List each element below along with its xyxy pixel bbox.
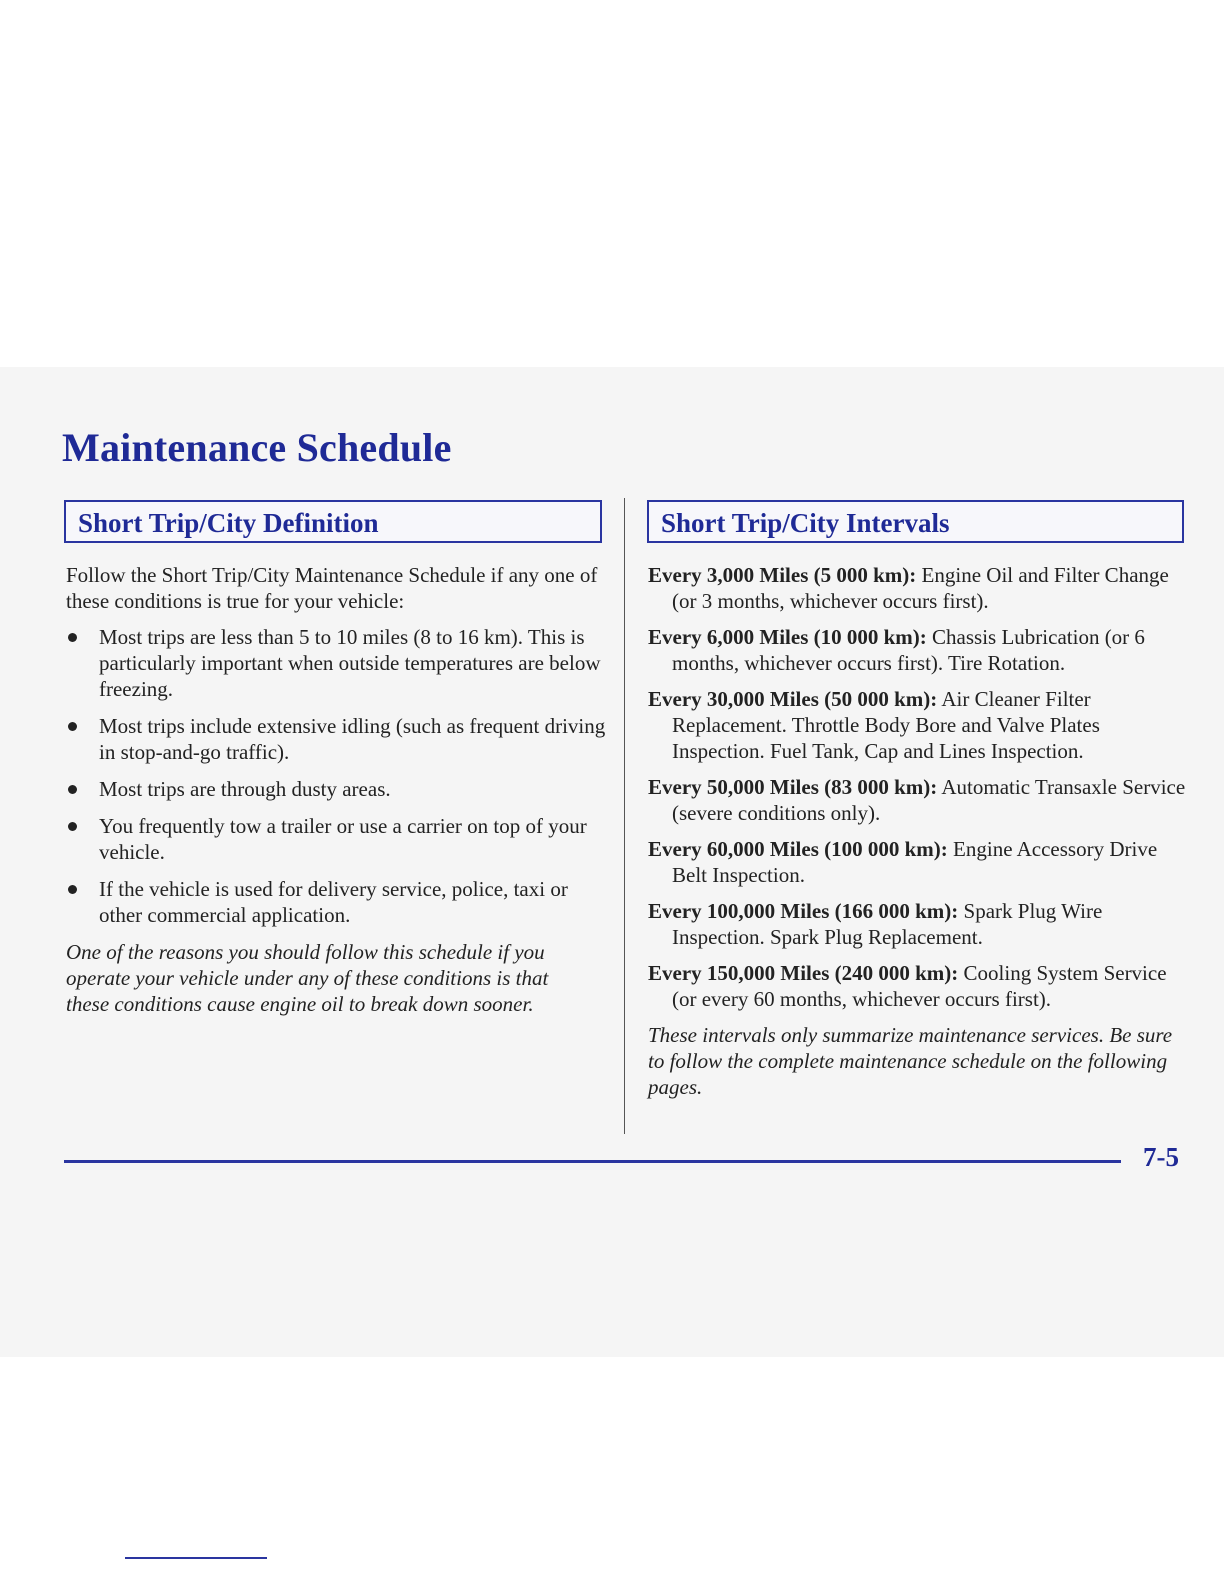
condition-item [66, 813, 606, 865]
condition-item [66, 713, 606, 765]
condition-text: Most trips are through dusty areas. [99, 777, 391, 801]
condition-item [66, 624, 606, 702]
bullet-icon [68, 885, 77, 894]
intervals-heading-box [647, 500, 1184, 543]
definition-intro: Follow the Short Trip/City Maintenance Schedule if any one of these conditions is true for your vehicle: [66, 563, 598, 613]
intervals-heading: Short Trip/City Intervals [661, 508, 950, 538]
page-title: Maintenance Schedule [62, 425, 452, 470]
interval-text: Cooling System Service (or every 60 months, whichever occurs first). [672, 961, 1167, 1011]
intervals-summary-note: These intervals only summarize maintenance services. Be sure to follow the complete maintenance schedule on the following pages. [648, 1023, 1173, 1099]
condition-item [66, 876, 606, 928]
interval-text: Air Cleaner Filter Replacement. Throttle Body Bore and Valve Plates Inspection. Fuel Tank, Cap and Lines Inspection. [672, 687, 1100, 763]
definition-column [66, 562, 606, 1017]
condition-text: Most trips are less than 5 to 10 miles (8 to 16 km). This is particularly important when outside temperatures are below freezing. [99, 625, 601, 701]
interval-label: Every 30,000 Miles (50 000 km): [648, 687, 938, 711]
interval-label: Every 6,000 Miles (10 000 km): [648, 625, 927, 649]
definition-heading-box [64, 500, 602, 543]
condition-text: Most trips include extensive idling (such as frequent driving in stop-and-go traffic). [99, 714, 606, 764]
condition-text: If the vehicle is used for delivery service, police, taxi or other commercial application. [99, 877, 568, 927]
definition-heading: Short Trip/City Definition [78, 508, 379, 538]
interval-label: Every 100,000 Miles (166 000 km): [648, 899, 959, 923]
conditions-list [66, 624, 606, 928]
interval-label: Every 60,000 Miles (100 000 km): [648, 837, 948, 861]
definition-note: One of the reasons you should follow this schedule if you operate your vehicle under any of these conditions is that these conditions cause engine oil to break down sooner. [66, 940, 549, 1016]
interval-item [648, 686, 1188, 764]
interval-text: Automatic Transaxle Service (severe conditions only). [672, 775, 1186, 825]
bottom-divider-line [125, 1557, 267, 1559]
interval-item [648, 774, 1188, 826]
interval-text: Spark Plug Wire Inspection. Spark Plug Replacement. [672, 899, 1103, 949]
bullet-icon [68, 722, 77, 731]
condition-item [66, 776, 606, 802]
condition-text: You frequently tow a trailer or use a carrier on top of your vehicle. [99, 814, 587, 864]
interval-item [648, 898, 1188, 950]
interval-text: Engine Oil and Filter Change (or 3 months, whichever occurs first). [672, 563, 1169, 613]
interval-text: Chassis Lubrication (or 6 months, whichever occurs first). Tire Rotation. [672, 625, 1145, 675]
interval-label: Every 3,000 Miles (5 000 km): [648, 563, 917, 587]
intervals-column [648, 562, 1188, 1100]
interval-item [648, 836, 1188, 888]
bullet-icon [68, 785, 77, 794]
footer-rule [64, 1160, 1121, 1163]
interval-label: Every 150,000 Miles (240 000 km): [648, 961, 959, 985]
interval-text: Engine Accessory Drive Belt Inspection. [672, 837, 1158, 887]
interval-label: Every 50,000 Miles (83 000 km): [648, 775, 938, 799]
page-number: 7-5 [1143, 1142, 1179, 1172]
interval-item [648, 562, 1188, 614]
column-divider [624, 498, 625, 1134]
interval-item [648, 960, 1188, 1012]
bullet-icon [68, 822, 77, 831]
interval-item [648, 624, 1188, 676]
bullet-icon [68, 633, 77, 642]
